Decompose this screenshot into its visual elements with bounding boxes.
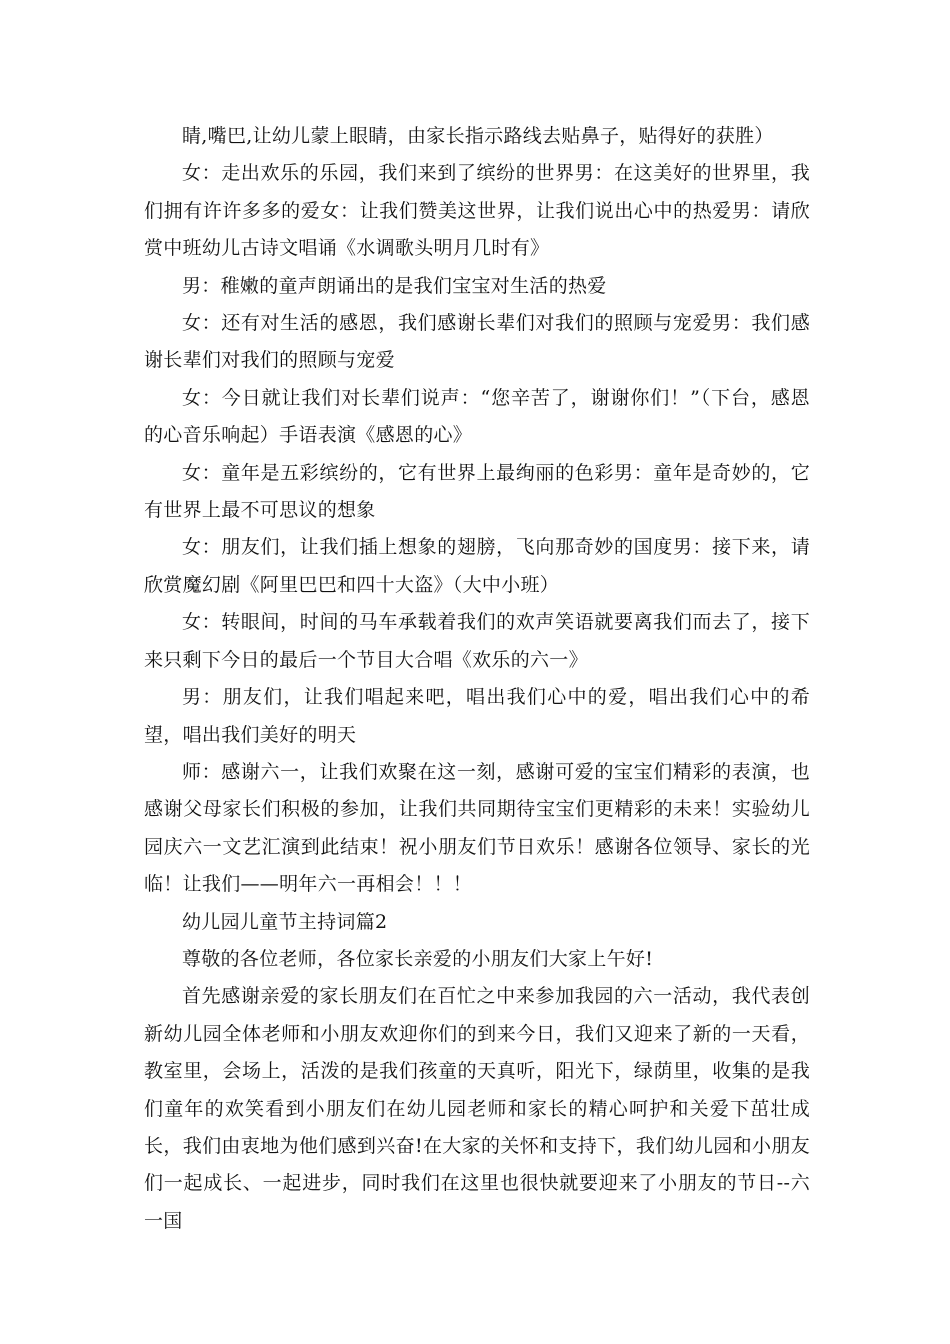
document-body [144, 118, 810, 1240]
paragraph: 女：转眼间，时间的马车承载着我们的欢声笑语就要离我们而去了，接下来只剩下今日的最后一个节目大合唱《欢乐的六一》 [144, 611, 810, 671]
paragraph: 女：今日就让我们对长辈们说声：“您辛苦了，谢谢你们！”（下台，感恩的心音乐响起）手语表演《感恩的心》 [144, 386, 810, 447]
paragraph: 首先感谢亲爱的家长朋友们在百忙之中来参加我园的六一活动，我代表创新幼儿园全体老师和小朋友欢迎你们的到来今日，我们又迎来了新的一天看，教室里，会场上，活泼的是我们孩童的天真听，阳光下，绿荫里，收集的是我们童年的欢笑看到小朋友们在幼儿园老师和家长的精心呵护和关爱下茁壮成长，我们由衷地为他们感到兴奋!在大家的关怀和支持下，我们幼儿园和小朋友们一起成长、一起进步，同时我们在这里也很快就要迎来了小朋友的节日--六一国 [144, 985, 810, 1232]
paragraph: 女：童年是五彩缤纷的，它有世界上最绚丽的色彩男：童年是奇妙的，它有世界上最不可思议的想象 [144, 461, 810, 522]
section-heading: 幼儿园儿童节主持词篇2 [182, 910, 388, 933]
paragraph: 师：感谢六一，让我们欢聚在这一刻，感谢可爱的宝宝们精彩的表演，也感谢父母家长们积极的参加，让我们共同期待宝宝们更精彩的未来！实验幼儿园庆六一文艺汇演到此结束！祝小朋友们节日欢乐！感谢各位领导、家长的光临！让我们——明年六一再相会！！！ [144, 760, 810, 896]
paragraph: 尊敬的各位老师，各位家长亲爱的小朋友们大家上午好! [182, 947, 654, 970]
paragraph: 女：朋友们，让我们插上想象的翅膀，飞向那奇妙的国度男：接下来，请欣赏魔幻剧《阿里巴巴和四十大盗》（大中小班） [144, 536, 810, 596]
paragraph: 男：稚嫩的童声朗诵出的是我们宝宝对生活的热爱 [182, 274, 607, 297]
paragraph: 睛,嘴巴,让幼儿蒙上眼睛，由家长指示路线去贴鼻子，贴得好的获胜） [182, 125, 774, 147]
paragraph: 女：走出欢乐的乐园，我们来到了缤纷的世界男：在这美好的世界里，我们拥有许许多多的爱女：让我们赞美这世界，让我们说出心中的热爱男：请欣赏中班幼儿古诗文唱诵《水调歌头明月几时有》 [144, 162, 810, 260]
paragraph: 女：还有对生活的感恩，我们感谢长辈们对我们的照顾与宠爱男：我们感谢长辈们对我们的照顾与宠爱 [144, 312, 810, 372]
paragraph: 男：朋友们，让我们唱起来吧，唱出我们心中的爱，唱出我们心中的希望，唱出我们美好的明天 [144, 686, 810, 746]
